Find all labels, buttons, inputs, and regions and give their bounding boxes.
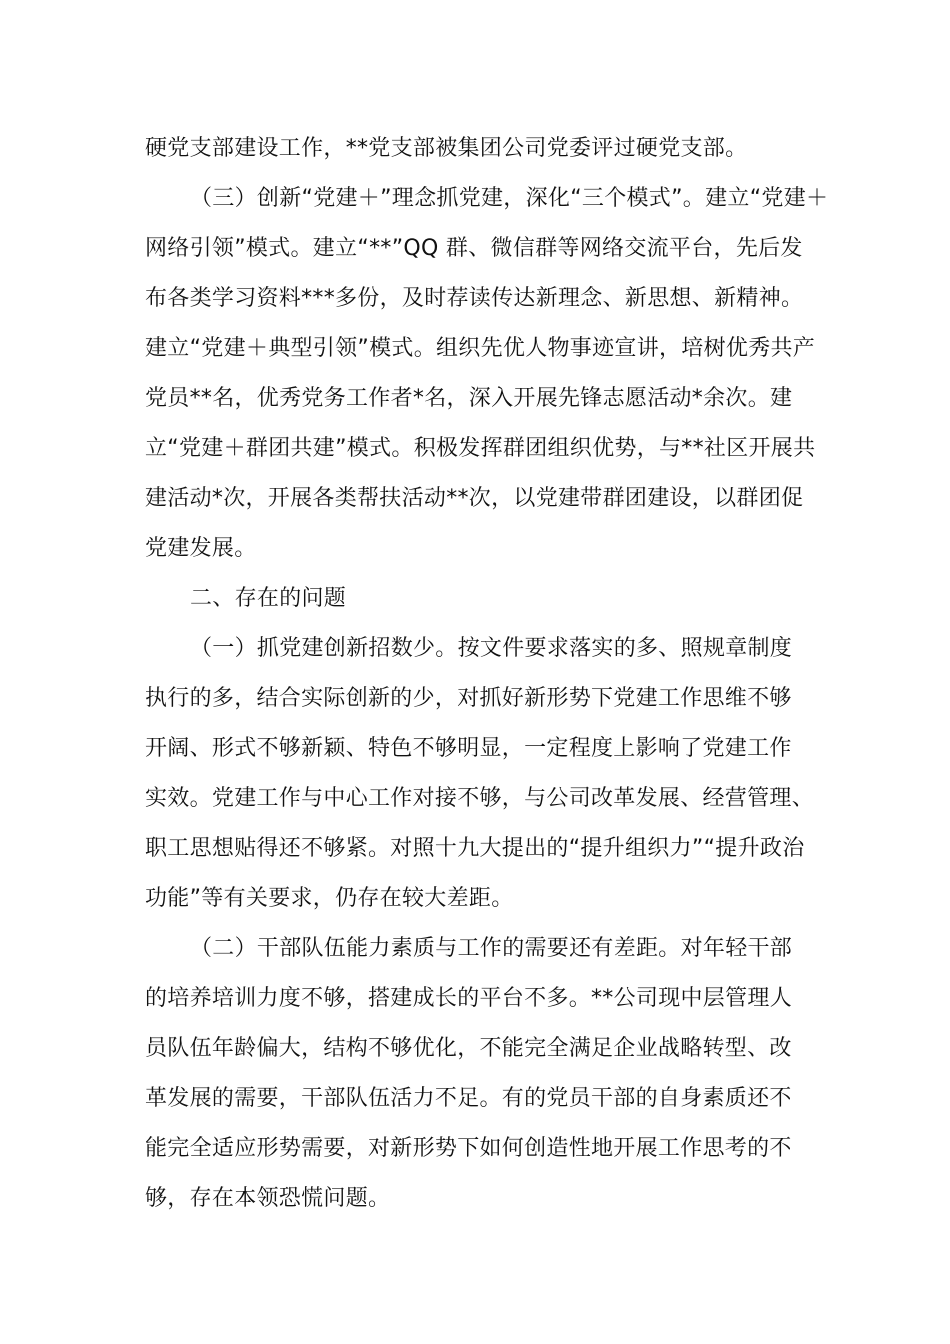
text-line: 职工思想贴得还不够紧。对照十九大提出的“提升组织力”“提升政治 [145, 836, 805, 861]
text-line: 执行的多，结合实际创新的少，对抓好新形势下党建工作思维不够 [145, 686, 792, 711]
text-line: 党员**名，优秀党务工作者*名，深入开展先锋志愿活动*余次。建 [145, 386, 793, 411]
text-line: 的培养培训力度不够，搭建成长的平台不多。**公司现中层管理人 [145, 986, 793, 1011]
text-line: 功能”等有关要求，仍存在较大差距。 [145, 886, 514, 911]
text-line: （二）干部队伍能力素质与工作的需要还有差距。对年轻干部 [190, 936, 793, 961]
text-line: 网络引领”模式。建立“**”QQ 群、微信群等网络交流平台，先后发 [145, 236, 803, 261]
text-line: （三）创新“党建＋”理念抓党建，深化“三个模式”。建立“党建＋ [190, 186, 829, 211]
text-line: 硬党支部建设工作，**党支部被集团公司党委评过硬党支部。 [145, 136, 748, 161]
text-line: 建活动*次，开展各类帮扶活动**次，以党建带群团建设，以群团促 [145, 486, 804, 511]
text-line: 立“党建＋群团共建”模式。积极发挥群团组织优势，与**社区开展共 [145, 436, 816, 461]
text-line: 党建发展。 [145, 536, 257, 561]
text-line: 能完全适应形势需要，对新形势下如何创造性地开展工作思考的不 [145, 1136, 792, 1161]
section-heading: 二、存在的问题 [190, 586, 347, 611]
text-line: （一）抓党建创新招数少。按文件要求落实的多、照规章制度 [190, 636, 793, 661]
text-line: 实效。党建工作与中心工作对接不够，与公司改革发展、经营管理、 [145, 786, 815, 811]
text-line: 布各类学习资料***多份，及时荐读传达新理念、新思想、新精神。 [145, 286, 804, 311]
text-line: 革发展的需要，干部队伍活力不足。有的党员干部的自身素质还不 [145, 1086, 792, 1111]
text-line: 够，存在本领恐慌问题。 [145, 1186, 391, 1211]
text-line: 建立“党建＋典型引领”模式。组织先优人物事迹宣讲，培树优秀共产 [145, 336, 816, 361]
text-line: 员队伍年龄偏大，结构不够优化，不能完全满足企业战略转型、改 [145, 1036, 792, 1061]
text-line: 开阔、形式不够新颖、特色不够明显，一定程度上影响了党建工作 [145, 736, 792, 761]
